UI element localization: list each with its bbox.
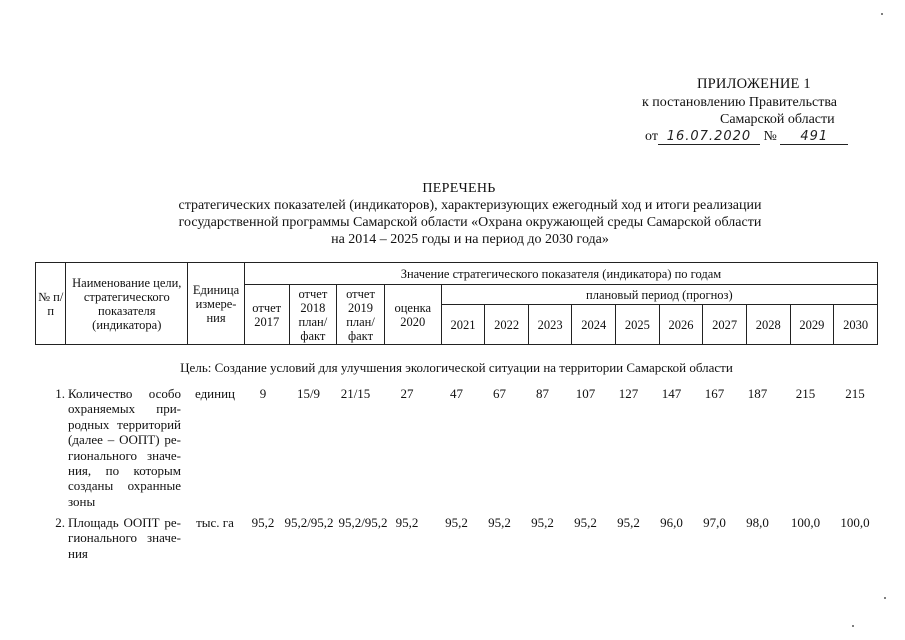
row-value: 215 xyxy=(845,386,865,401)
row-indicator-name: Количество особо охраняемых при-родных территорий (далее – ООПТ) ре-гионального значе-ния, по которым созданы охранные зоны xyxy=(68,386,181,509)
document-subtitle-line-3: на 2014 – 2025 годы и на период до 2030 года» xyxy=(331,232,609,247)
document-title: ПЕРЕЧЕНЬ xyxy=(422,181,496,196)
row-value: 96,0 xyxy=(660,515,683,530)
from-label: от xyxy=(645,129,658,144)
row-number: 2. xyxy=(55,515,65,530)
row-value: 100,0 xyxy=(790,515,821,530)
row-value: 27 xyxy=(400,386,414,401)
header-name: Наименование цели, стратегического показателя (индикатора) xyxy=(66,263,188,345)
row-value: 95,2 xyxy=(488,515,511,530)
header-year: 2025 xyxy=(616,305,660,345)
header-num: № п/п xyxy=(36,263,66,345)
handwritten-number: 491 xyxy=(780,129,848,145)
row-value: 95,2 xyxy=(531,515,554,530)
row-unit: единиц xyxy=(194,386,236,401)
row-value: 67 xyxy=(493,386,506,401)
indicators-table-header xyxy=(35,262,878,345)
row-unit: тыс. га xyxy=(196,515,234,530)
appendix-resolution-line: к постановлению Правительства xyxy=(642,95,838,110)
row-value: 15/9 xyxy=(296,386,321,401)
row-value: 127 xyxy=(618,386,639,401)
row-value: 167 xyxy=(704,386,725,401)
appendix-date-number-line xyxy=(645,129,848,145)
header-2019: отчет 2019 план/ факт xyxy=(337,285,385,345)
row-value: 98,0 xyxy=(746,515,769,530)
row-value: 95,2/95,2 xyxy=(338,515,388,530)
document-subtitle-line-2: государственной программы Самарской области «Охрана окружающей среды Самарской области xyxy=(178,215,762,230)
header-2020: оценка 2020 xyxy=(384,285,441,345)
row-value: 147 xyxy=(661,386,682,401)
header-values-group: Значение стратегического показателя (индикатора) по годам xyxy=(244,263,877,285)
row-value: 95,2 xyxy=(445,515,468,530)
number-label: № xyxy=(763,129,777,144)
row-value: 95,2/95,2 xyxy=(284,515,334,530)
header-year: 2030 xyxy=(834,305,878,345)
header-year: 2022 xyxy=(485,305,529,345)
header-2018: отчет 2018 план/ факт xyxy=(289,285,337,345)
appendix-title: ПРИЛОЖЕНИЕ 1 xyxy=(697,76,811,92)
header-year: 2027 xyxy=(703,305,747,345)
row-value: 21/15 xyxy=(340,386,371,401)
row-value: 97,0 xyxy=(703,515,726,530)
header-2017: отчет 2017 xyxy=(244,285,289,345)
document-subtitle-line-1: стратегических показателей (индикаторов), характеризующих ежегодный ход и итоги реализации xyxy=(178,198,762,213)
header-year: 2024 xyxy=(572,305,616,345)
row-value: 95,2 xyxy=(617,515,640,530)
row-value: 95,2 xyxy=(395,515,419,530)
appendix-region-line: Самарской области xyxy=(720,112,835,127)
row-value: 87 xyxy=(536,386,549,401)
row-value: 107 xyxy=(575,386,596,401)
header-year: 2023 xyxy=(528,305,572,345)
goal-statement: Цель: Создание условий для улучшения экологической ситуации на территории Самарской области xyxy=(180,360,733,375)
header-year: 2021 xyxy=(441,305,485,345)
row-value: 95,2 xyxy=(574,515,597,530)
scan-speck xyxy=(881,13,883,15)
row-indicator-name: Площадь ООПТ ре-гионального значе-ния xyxy=(68,515,181,561)
header-year: 2028 xyxy=(746,305,790,345)
scan-speck xyxy=(852,625,854,627)
row-value: 100,0 xyxy=(840,515,870,530)
row-value: 215 xyxy=(795,386,816,401)
header-year: 2029 xyxy=(790,305,834,345)
row-number: 1. xyxy=(55,386,65,401)
handwritten-date: 16.07.2020 xyxy=(658,129,760,145)
row-value: 187 xyxy=(747,386,768,401)
header-planned-group: плановый период (прогноз) xyxy=(441,285,877,305)
header-unit: Единица измере-ния xyxy=(188,263,245,345)
row-value: 47 xyxy=(450,386,463,401)
scan-speck xyxy=(884,597,886,599)
row-value: 95,2 xyxy=(251,515,275,530)
header-year: 2026 xyxy=(659,305,703,345)
row-value: 9 xyxy=(259,386,267,401)
